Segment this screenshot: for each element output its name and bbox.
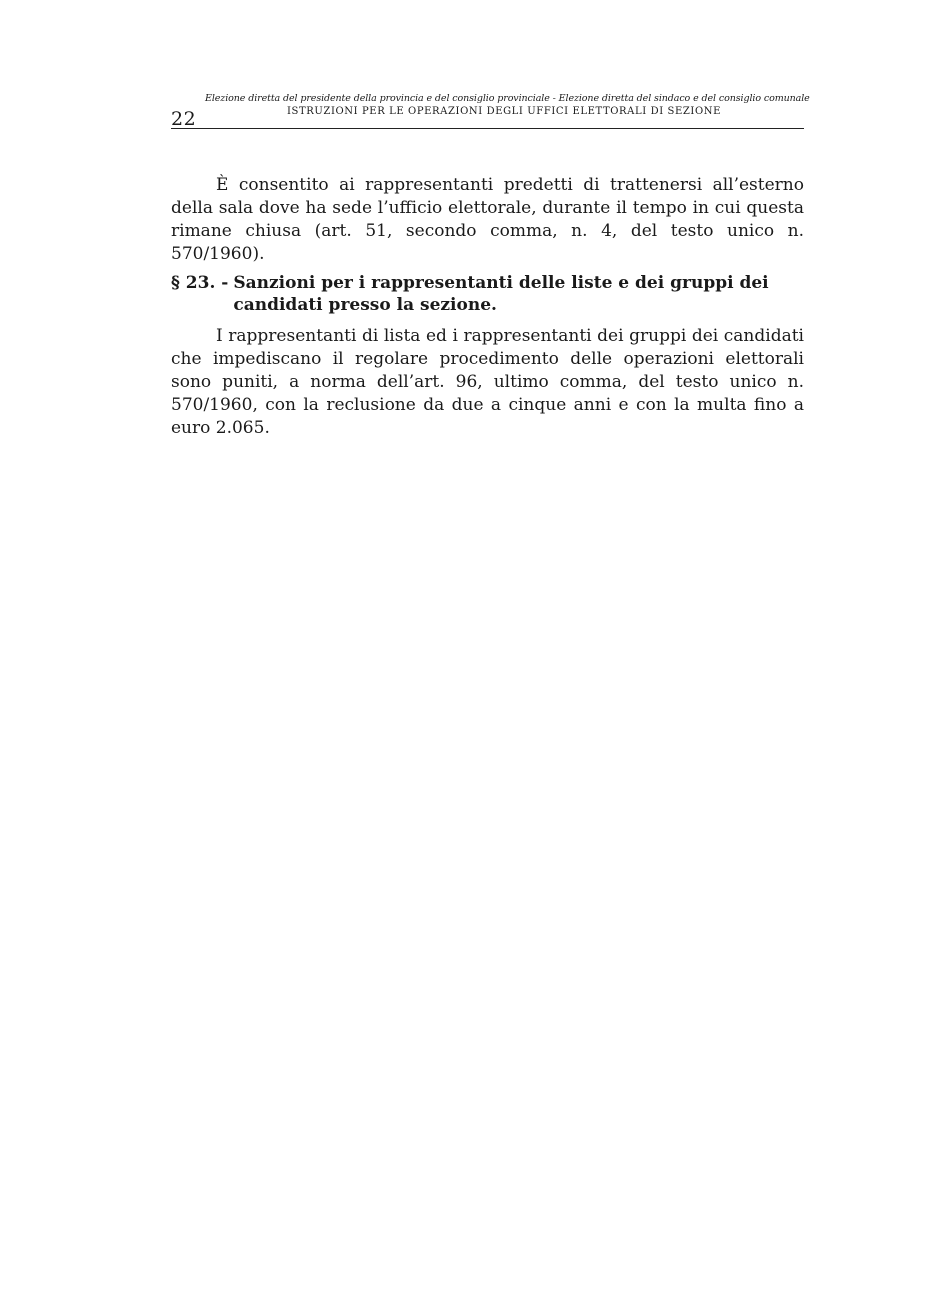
running-title-caps: ISTRUZIONI PER LE OPERAZIONI DEGLI UFFICI ELETTORALI DI SEZIONE xyxy=(286,106,722,117)
header-rule xyxy=(171,128,804,129)
running-head xyxy=(205,92,810,119)
paragraph-2 xyxy=(171,325,804,440)
section-number: § 23. - xyxy=(171,273,229,293)
page-number: 22 xyxy=(171,108,197,130)
running-title-italic: Elezione diretta del presidente della provincia e del consiglio provinciale - Elezione diretta del sindaco e del consiglio comunale xyxy=(205,93,810,104)
paragraph-1 xyxy=(171,174,804,266)
paragraph-2-text: I rappresentanti di lista ed i rappresentanti dei gruppi dei candidati che impediscano il regolare procedimento delle operazioni elettorali sono puniti, a norma dell’art. 96, ultimo comma, del testo unico n. 570/1960, con la reclusione da due a cinque anni e con la multa fino a euro 2.065. xyxy=(171,326,804,438)
section-heading xyxy=(171,272,804,316)
paragraph-1-text: È consentito ai rappresentanti predetti di trattenersi all’esterno della sala dove ha sede l’ufficio elettorale, durante il tempo in cui questa rimane chiusa (art. 51, secondo comma, n. 4, del testo unico n. 570/1960). xyxy=(171,175,804,264)
section-title: Sanzioni per i rappresentanti delle liste e dei gruppi dei candidati presso la sezione. xyxy=(233,273,769,315)
